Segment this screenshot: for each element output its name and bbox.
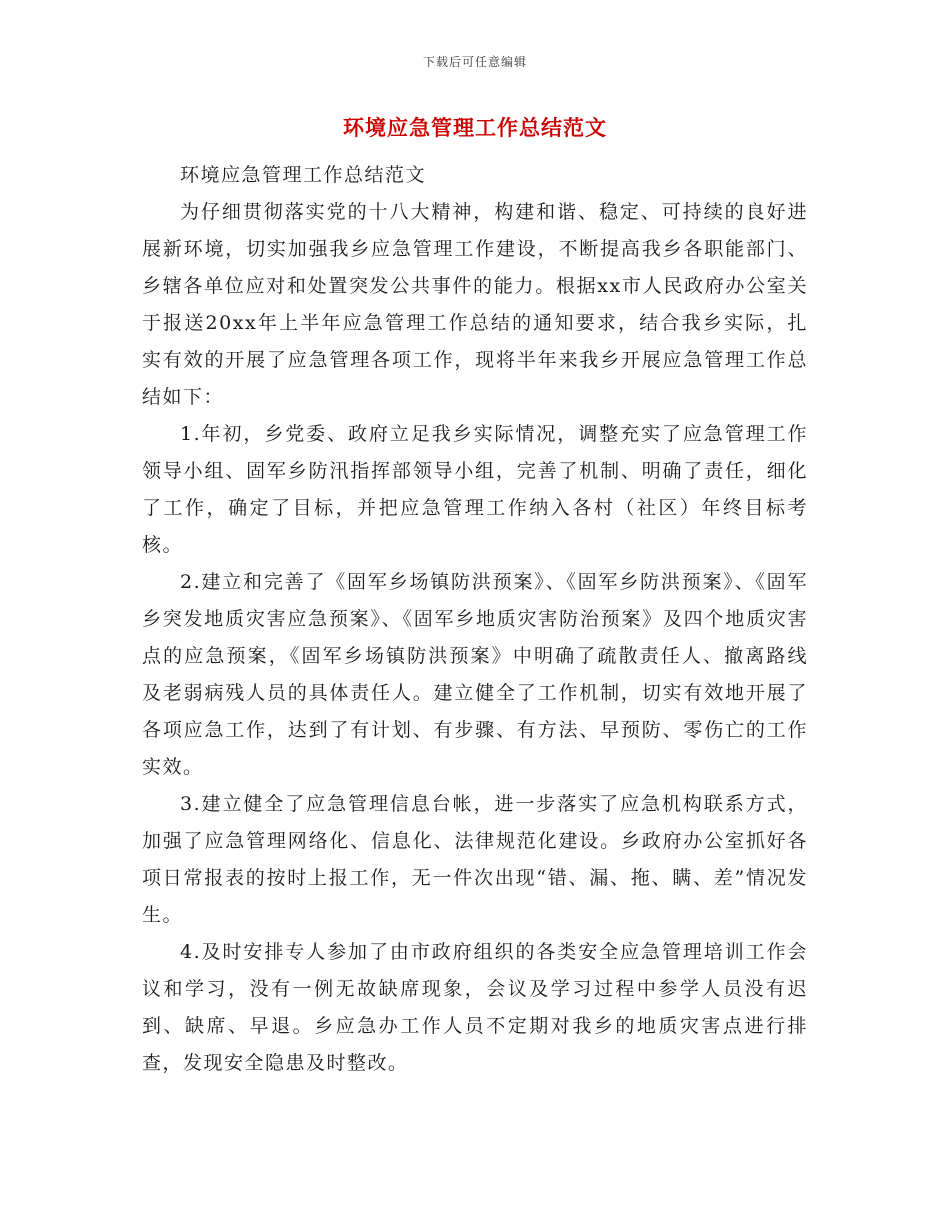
page-header-note: 下载后可任意编辑 bbox=[422, 55, 527, 69]
body-paragraph-item-1: 1.年初，乡党委、政府立足我乡实际情况，调整充实了应急管理工作领导小组、固军乡防汛指挥部领导小组，完善了机制、明确了责任，细化了工作，确定了目标，并把应急管理工作纳入各村（社区）年终目标考核。 bbox=[142, 423, 808, 556]
document-title: 环境应急管理工作总结范文 bbox=[343, 115, 607, 140]
body-paragraph-item-3: 3.建立健全了应急管理信息台帐，进一步落实了应急机构联系方式，加强了应急管理网络化、信息化、法律规范化建设。乡政府办公室抓好各项日常报表的按时上报工作，无一件次出现“错、漏、拖、瞒、差”情况发生。 bbox=[142, 793, 808, 926]
body-paragraph-subtitle: 环境应急管理工作总结范文 bbox=[180, 164, 427, 186]
body-paragraph-item-2: 2.建立和完善了《固军乡场镇防洪预案》、《固军乡防洪预案》、《固军乡突发地质灾害应急预案》、《固军乡地质灾害防治预案》及四个地质灾害点的应急预案，《固军乡场镇防洪预案》中明确了疏散责任人、撤离路线及老弱病残人员的具体责任人。建立健全了工作机制，切实有效地开展了各项应急工作，达到了有计划、有步骤、有方法、早预防、零伤亡的工作实效。 bbox=[142, 571, 808, 778]
body-paragraph-item-4: 4.及时安排专人参加了由市政府组织的各类安全应急管理培训工作会议和学习，没有一例无故缺席现象，会议及学习过程中参学人员没有迟到、缺席、早退。乡应急办工作人员不定期对我乡的地质灾害点进行排查，发现安全隐患及时整改。 bbox=[142, 941, 808, 1074]
document-body bbox=[142, 157, 808, 1082]
body-paragraph-intro: 为仔细贯彻落实党的十八大精神，构建和谐、稳定、可持续的良好进展新环境，切实加强我乡应急管理工作建设，不断提高我乡各职能部门、乡辖各单位应对和处置突发公共事件的能力。根据xx市人民政府办公室关于报送20xx年上半年应急管理工作总结的通知要求，结合我乡实际，扎实有效的开展了应急管理各项工作，现将半年来我乡开展应急管理工作总结如下： bbox=[142, 201, 808, 408]
